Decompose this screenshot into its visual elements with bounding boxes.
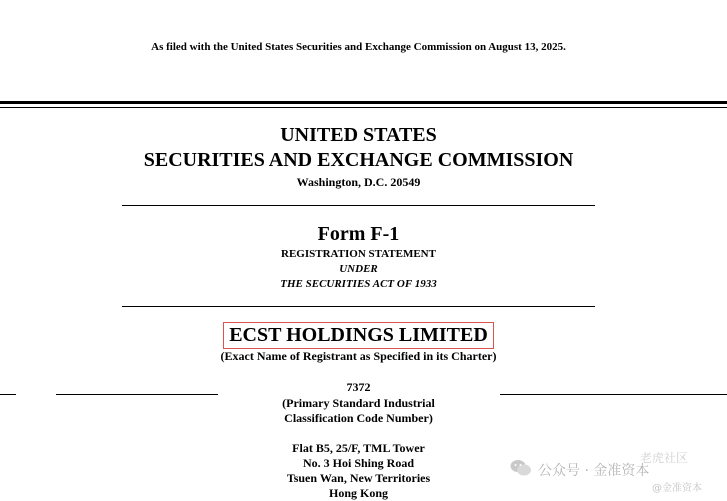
- wechat-icon: [510, 459, 532, 482]
- sic-code: 7372: [346, 380, 371, 394]
- address-line-1: Flat B5, 25/F, TML Tower: [292, 441, 425, 455]
- form-act: THE SECURITIES ACT OF 1933: [280, 278, 437, 290]
- header-thick-rule: [0, 101, 727, 104]
- agency-line-2: SECURITIES AND EXCHANGE COMMISSION: [143, 149, 574, 171]
- watermark-badge: 老虎社区: [640, 451, 689, 465]
- agency-location: Washington, D.C. 20549: [296, 175, 421, 189]
- registrant-name: ECST HOLDINGS LIMITED: [223, 322, 494, 349]
- sic-caption-line-2: Classification Code Number): [284, 411, 433, 425]
- form-title: Form F-1: [317, 223, 400, 245]
- registrant-name-box: [0, 322, 717, 349]
- section-divider-1: [122, 205, 595, 206]
- agency-line-1: UNITED STATES: [280, 124, 437, 146]
- form-subtitle: REGISTRATION STATEMENT: [281, 248, 436, 260]
- registrant-caption: (Exact Name of Registrant as Specified in its Charter): [220, 349, 497, 363]
- watermark-secondary: @金准资本: [652, 483, 702, 494]
- section-divider-2: [122, 306, 595, 307]
- filing-date-line: As filed with the United States Securities and Exchange Commission on August 13, 2025.: [151, 41, 566, 53]
- address-line-4: Hong Kong: [328, 486, 388, 500]
- address-line-2: No. 3 Hoi Shing Road: [302, 456, 415, 470]
- form-under: UNDER: [339, 263, 378, 275]
- address-line-3: Tsuen Wan, New Territories: [286, 471, 431, 485]
- sic-left-rule: [56, 394, 218, 395]
- header-thin-rule: [0, 107, 727, 108]
- left-margin-rule: [0, 394, 16, 395]
- sic-caption-line-1: (Primary Standard Industrial: [282, 396, 435, 410]
- sic-right-rule: [500, 394, 727, 395]
- watermark-primary: 公众号 · 金准资本: [538, 463, 650, 479]
